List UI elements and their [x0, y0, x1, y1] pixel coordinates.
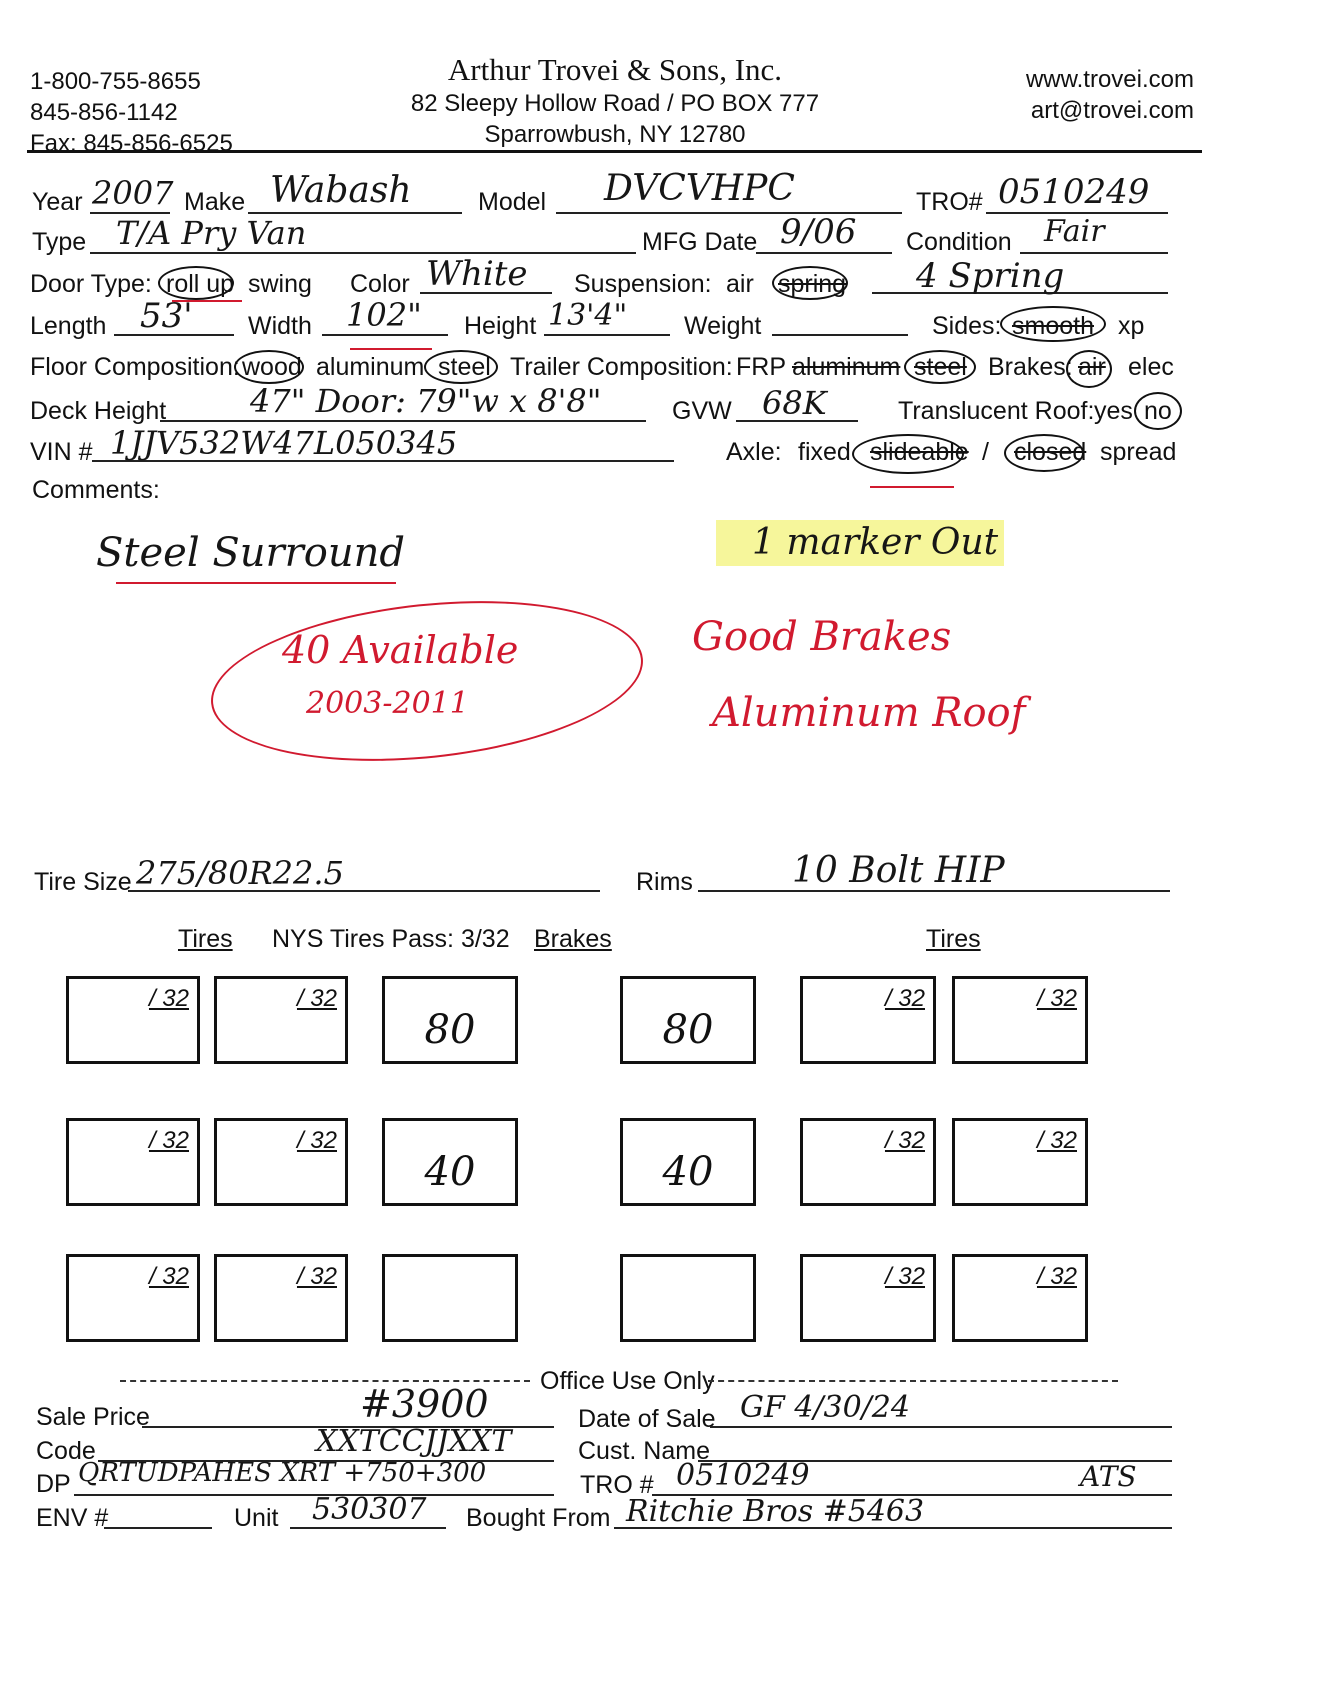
length-label: Length — [30, 312, 107, 340]
office-use-label: Office Use Only — [540, 1367, 715, 1395]
floor-aluminum-option[interactable]: aluminum — [316, 353, 425, 381]
tire-box[interactable] — [214, 976, 348, 1064]
type-value[interactable]: T/A Pry Van — [116, 214, 307, 252]
tire-box[interactable] — [66, 976, 200, 1064]
gvw-label: GVW — [672, 397, 732, 425]
tire-box[interactable] — [952, 1254, 1088, 1342]
deck-height-value[interactable]: 47" Door: 79"w x 8'8" — [250, 382, 602, 420]
code-label: Code — [36, 1437, 96, 1465]
floor-label: Floor Composition: — [30, 353, 240, 381]
tread-unit: / 32 — [1036, 985, 1077, 1012]
tread-unit: / 32 — [296, 985, 337, 1012]
sides-label: Sides: — [932, 312, 1002, 340]
mfg-date-label: MFG Date — [642, 228, 758, 256]
code-value[interactable]: XXTCCJJXXT — [316, 1424, 512, 1459]
tire-box[interactable] — [800, 976, 936, 1064]
trailer-steel-circle — [904, 350, 976, 384]
axle-slideable-option[interactable]: slideable — [870, 438, 969, 466]
sides-smooth-option[interactable]: smooth — [1012, 312, 1094, 340]
comment-marker-out: 1 marker Out — [752, 522, 999, 563]
brake-reading: 80 — [424, 1007, 476, 1053]
tire-box[interactable] — [66, 1118, 200, 1206]
tread-unit: / 32 — [1036, 1263, 1077, 1290]
dp-value[interactable]: QRTUDPAHES XRT +750+300 — [78, 1458, 487, 1488]
width-value[interactable]: 102" — [346, 296, 422, 334]
axle-slash: / — [982, 438, 989, 466]
web-contacts — [1026, 64, 1194, 126]
tread-unit: / 32 — [1036, 1127, 1077, 1154]
brakes-air-option[interactable]: air — [1078, 353, 1106, 381]
tread-unit: / 32 — [296, 1263, 337, 1290]
tread-unit: / 32 — [148, 1127, 189, 1154]
env-label: ENV # — [36, 1504, 109, 1532]
door-rollup-option[interactable]: roll up — [166, 270, 235, 298]
deck-height-label: Deck Height — [30, 397, 167, 425]
tread-unit: / 32 — [296, 1127, 337, 1154]
nys-pass-note: NYS Tires Pass: 3/32 — [272, 925, 510, 953]
tro-label: TRO# — [916, 188, 983, 216]
bought-from-value[interactable]: Ritchie Bros #5463 — [626, 1494, 925, 1529]
suspension-label: Suspension: — [574, 270, 712, 298]
cust-name-label: Cust. Name — [578, 1437, 710, 1465]
tire-box[interactable] — [214, 1254, 348, 1342]
model-value[interactable]: DVCVHPC — [604, 168, 795, 209]
vin-value[interactable]: 1JJV532W47L050345 — [110, 424, 458, 462]
floor-steel-circle — [424, 350, 498, 384]
suspension-spring-circle — [772, 266, 848, 300]
color-value[interactable]: White — [426, 254, 528, 294]
unit-label: Unit — [234, 1504, 279, 1532]
tires-left-header: Tires — [178, 925, 233, 953]
tire-size-value[interactable]: 275/80R22.5 — [136, 854, 344, 892]
tread-unit: / 32 — [884, 1263, 925, 1290]
phone-list — [30, 66, 233, 159]
condition-value[interactable]: Fair — [1044, 214, 1105, 249]
brake-box[interactable] — [382, 976, 518, 1064]
axle-fixed-option[interactable]: fixed — [798, 438, 851, 466]
door-type-label: Door Type: — [30, 270, 152, 298]
tread-unit: / 32 — [884, 1127, 925, 1154]
door-swing-option[interactable]: swing — [248, 270, 312, 298]
comment-40-available: 40 Available — [282, 628, 519, 672]
sale-price-value[interactable]: #3900 — [360, 1382, 489, 1426]
suspension-spring-option[interactable]: spring — [778, 270, 847, 298]
model-label: Model — [478, 188, 547, 216]
mfg-date-value[interactable]: 9/06 — [780, 212, 857, 252]
brake-box[interactable] — [382, 1118, 518, 1206]
axle-slideable-circle — [852, 434, 964, 474]
length-value[interactable]: 53' — [140, 296, 193, 336]
comment-good-brakes: Good Brakes — [692, 614, 952, 660]
translucent-yes-option[interactable]: yes — [1094, 397, 1133, 425]
tire-size-label: Tire Size — [34, 868, 132, 896]
comment-aluminum-roof: Aluminum Roof — [712, 690, 1026, 736]
comment-underline — [116, 582, 396, 584]
company-block — [380, 52, 850, 150]
phone-2: 845-856-1142 — [30, 99, 178, 126]
brakes-column-header: Brakes — [534, 925, 612, 953]
trailer-comp-label: Trailer Composition: — [510, 353, 733, 381]
floor-wood-circle — [234, 350, 304, 384]
translucent-roof-label: Translucent Roof: — [898, 397, 1095, 425]
company-name: Arthur Trovei & Sons, Inc. — [447, 52, 783, 87]
tread-unit: / 32 — [884, 985, 925, 1012]
suspension-note[interactable]: 4 Spring — [916, 256, 1065, 296]
comment-years: 2003-2011 — [306, 686, 469, 721]
axle-closed-circle — [1004, 434, 1087, 472]
translucent-no-circle — [1134, 392, 1182, 430]
axle-label: Axle: — [726, 438, 782, 466]
header-divider — [27, 150, 1202, 153]
trailer-steel-option[interactable]: steel — [914, 353, 967, 381]
make-value[interactable]: Wabash — [270, 170, 412, 211]
sides-xp-option[interactable]: xp — [1118, 312, 1145, 340]
brakes-label: Brakes: — [988, 353, 1073, 381]
vin-label: VIN # — [30, 438, 93, 466]
brake-reading: 40 — [662, 1149, 714, 1195]
tire-box[interactable] — [214, 1118, 348, 1206]
website: www.trovei.com — [1025, 66, 1194, 93]
brake-reading: 40 — [424, 1149, 476, 1195]
tread-unit: / 32 — [148, 985, 189, 1012]
tro-value[interactable]: 0510249 — [998, 172, 1150, 212]
axle-slideable-underline — [870, 486, 954, 488]
year-value[interactable]: 2007 — [92, 174, 174, 212]
date-of-sale-value[interactable]: GF 4/30/24 — [740, 1390, 910, 1425]
dp-label: DP — [36, 1470, 71, 1498]
rims-value[interactable]: 10 Bolt HIP — [792, 850, 1005, 891]
condition-label: Condition — [906, 228, 1012, 256]
comments-label: Comments: — [32, 476, 160, 504]
rims-label: Rims — [636, 868, 693, 896]
phone-1: 1-800-755-8655 — [30, 68, 201, 95]
brake-box[interactable] — [620, 1118, 756, 1206]
brakes-elec-option[interactable]: elec — [1128, 353, 1174, 381]
tire-box[interactable] — [800, 1118, 936, 1206]
floor-wood-option[interactable]: wood — [242, 353, 302, 381]
brakes-air-circle — [1066, 350, 1112, 388]
tire-box[interactable] — [66, 1254, 200, 1342]
ats-initials: ATS — [1080, 1460, 1137, 1493]
axle-closed-option[interactable]: closed — [1014, 438, 1087, 466]
brake-box[interactable] — [382, 1254, 518, 1342]
height-label: Height — [464, 312, 537, 340]
unit-value[interactable]: 530307 — [312, 1492, 427, 1527]
type-label: Type — [32, 228, 87, 256]
office-divider-right — [708, 1380, 1118, 1382]
address-line-1: 82 Sleepy Hollow Road / PO BOX 777 — [410, 90, 820, 117]
sale-price-label: Sale Price — [36, 1403, 150, 1431]
weight-label: Weight — [684, 312, 762, 340]
brake-box[interactable] — [620, 1254, 756, 1342]
sides-smooth-circle — [1000, 306, 1106, 342]
suspension-air-option[interactable]: air — [726, 270, 754, 298]
trailer-aluminum-option[interactable]: aluminum — [792, 353, 901, 381]
door-rollup-circle — [158, 266, 234, 300]
red-circle-annotation — [203, 582, 651, 781]
trailer-frp-option[interactable]: FRP — [736, 353, 786, 381]
tro-number-label: TRO # — [580, 1471, 654, 1499]
make-label: Make — [184, 188, 246, 216]
year-label: Year — [32, 188, 83, 216]
floor-steel-option[interactable]: steel — [438, 353, 491, 381]
brake-box[interactable] — [620, 976, 756, 1064]
date-of-sale-label: Date of Sale — [578, 1405, 716, 1433]
tire-box[interactable] — [800, 1254, 936, 1342]
axle-spread-option[interactable]: spread — [1100, 438, 1177, 466]
tread-unit: / 32 — [148, 1263, 189, 1290]
email: art@trovei.com — [1030, 97, 1194, 124]
translucent-no-option[interactable]: no — [1144, 397, 1172, 425]
color-label: Color — [350, 270, 410, 298]
width-underline — [350, 348, 432, 350]
tire-box[interactable] — [952, 1118, 1088, 1206]
bought-from-label: Bought From — [466, 1504, 611, 1532]
tires-right-header: Tires — [926, 925, 981, 953]
width-label: Width — [248, 312, 312, 340]
brake-reading: 80 — [662, 1007, 714, 1053]
tire-box[interactable] — [952, 976, 1088, 1064]
fax: Fax: 845-856-6525 — [30, 130, 233, 157]
height-value[interactable]: 13'4" — [548, 298, 628, 333]
gvw-value[interactable]: 68K — [762, 384, 827, 422]
comment-steel-surround: Steel Surround — [96, 530, 405, 576]
tro-number-value[interactable]: 0510249 — [676, 1458, 810, 1493]
address-line-2: Sparrowbush, NY 12780 — [484, 121, 746, 148]
